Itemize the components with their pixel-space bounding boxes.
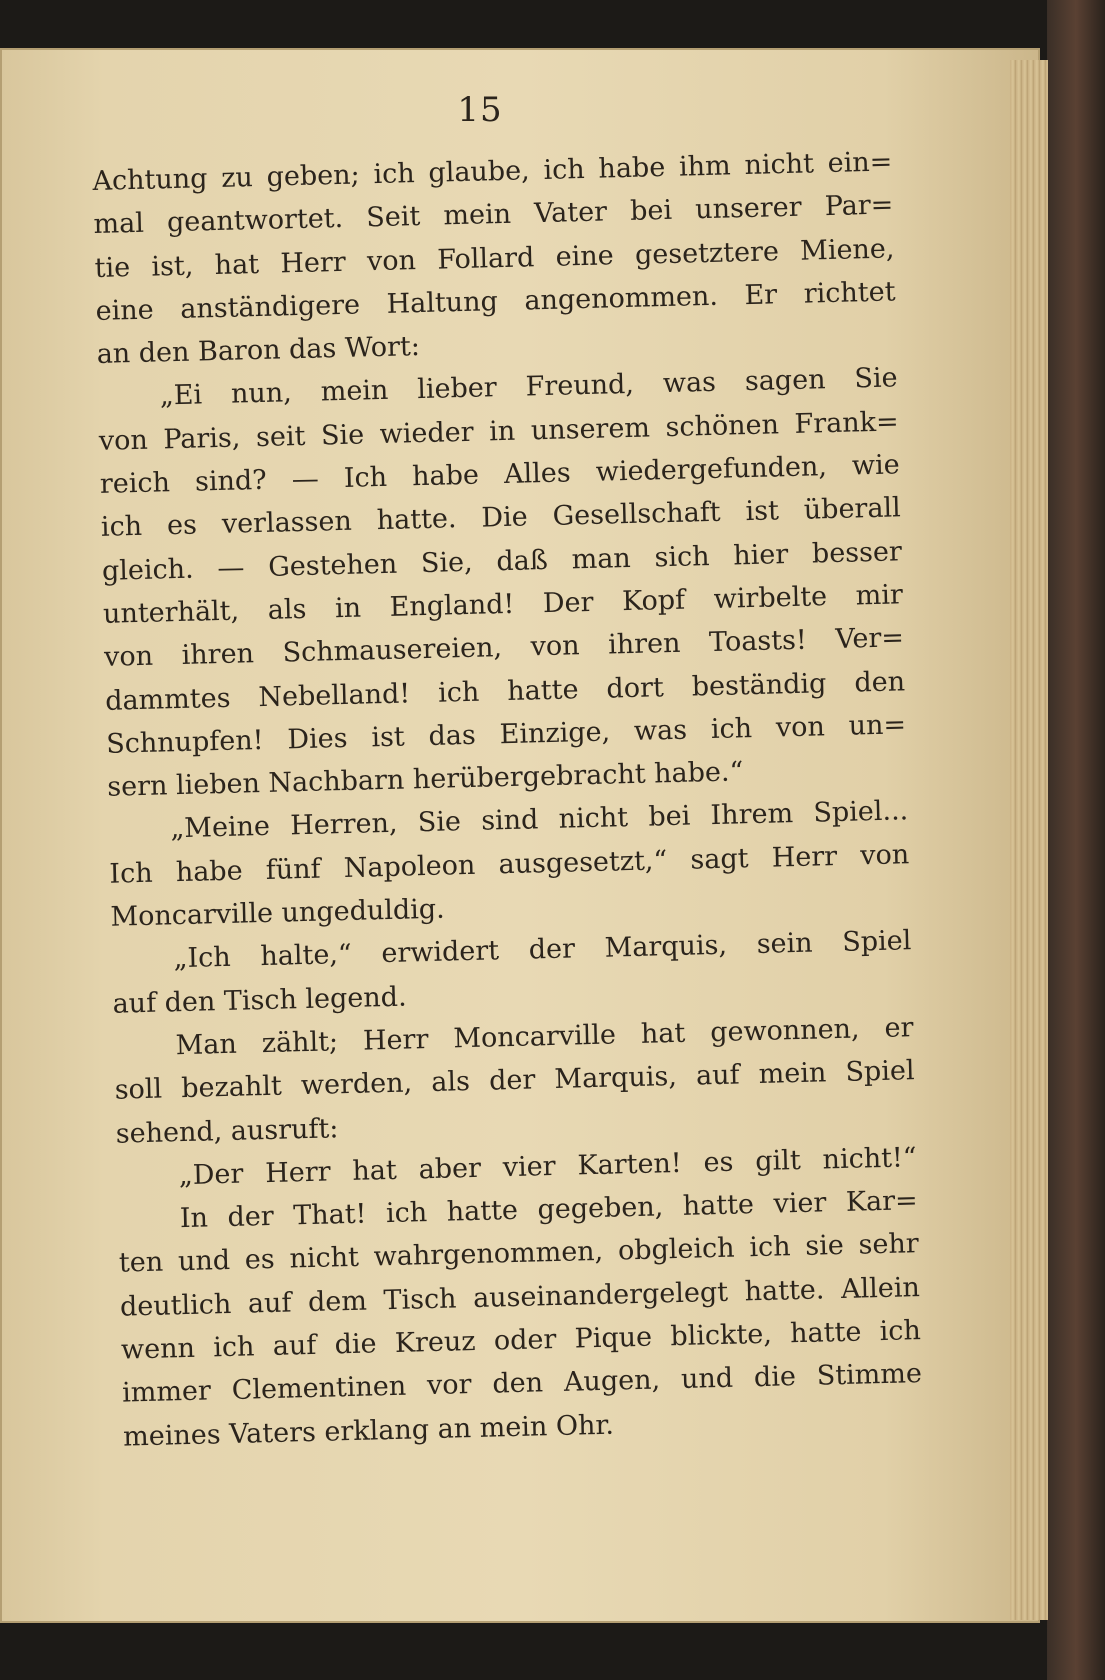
text-line: ten und es nicht wahrgenommen, obgleich ich sie sehr bbox=[118, 1228, 920, 1280]
page-edges bbox=[1010, 60, 1048, 1620]
text-line: meines Vaters erklang an mein Ohr. bbox=[122, 1409, 615, 1453]
text-line: ich es verlassen hatte. Die Gesellschaft ist überall bbox=[100, 492, 902, 544]
text-line: sehend, ausruft: bbox=[115, 1112, 339, 1150]
text-line: sern lieben Nachbarn herübergebracht habe.“ bbox=[106, 756, 744, 803]
text-line: Moncarville ungeduldig. bbox=[110, 893, 446, 933]
text-line: wenn ich auf die Kreuz oder Pique blickte, hatte ich bbox=[120, 1315, 922, 1366]
text-line: gleich. — Gestehen Sie, daß man sich hier besser bbox=[101, 536, 903, 587]
text-line: von ihren Schmausereien, von ihren Toasts! Ver= bbox=[103, 622, 905, 674]
text-line: dammtes Nebelland! ich hatte dort beständig den bbox=[104, 665, 906, 717]
text-line: „Meine Herren, Sie sind nicht bei Ihrem Spiel... bbox=[169, 795, 909, 845]
book-spine bbox=[1047, 0, 1105, 1680]
text-line: Achtung zu geben; ich glaube, ich habe ihm nicht ein= bbox=[92, 146, 893, 197]
text-line: eine anständigere Haltung angenommen. Er richtet bbox=[95, 276, 896, 327]
text-line: mal geantwortet. Seit mein Vater bei unserer Par= bbox=[93, 189, 894, 241]
text-line: soll bezahlt werden, als der Marquis, auf mein Spiel bbox=[114, 1055, 915, 1106]
text-line: „Der Herr hat aber vier Karten! es gilt nicht!“ bbox=[178, 1141, 917, 1192]
text-line: Ich habe fünf Napoleon ausgesetzt,“ sagt Herr von bbox=[109, 838, 910, 890]
text-line: von Paris, seit Sie wieder in unserem schönen Frank= bbox=[98, 406, 900, 457]
text-line: unterhält, als in England! Der Kopf wirbelte mir bbox=[102, 579, 904, 630]
text-line: deutlich auf dem Tisch auseinandergelegt hatte. Allein bbox=[119, 1271, 921, 1323]
text-line: In der That! ich hatte gegeben, hatte vier Kar= bbox=[179, 1185, 919, 1235]
page-number: 15 bbox=[457, 90, 503, 130]
text-line: an den Baron das Wort: bbox=[96, 331, 421, 371]
text-line: auf den Tisch legend. bbox=[112, 981, 407, 1020]
text-line: „Ich halte,“ erwidert der Marquis, sein Spiel bbox=[173, 925, 912, 975]
text-line: tie ist, hat Herr von Follard eine gesetztere Miene, bbox=[94, 233, 895, 284]
text-line: Man zählt; Herr Moncarville hat gewonnen, er bbox=[175, 1012, 914, 1062]
text-line: immer Clementinen vor den Augen, und die Stimme bbox=[121, 1358, 923, 1409]
text-line: Schnupfen! Dies ist das Einzige, was ich von un= bbox=[105, 709, 907, 760]
text-line: „Ei nun, mein lieber Freund, was sagen Sie bbox=[159, 362, 898, 412]
body-text bbox=[92, 140, 923, 1458]
text-line: reich sind? — Ich habe Alles wiedergefunden, wie bbox=[99, 449, 901, 500]
